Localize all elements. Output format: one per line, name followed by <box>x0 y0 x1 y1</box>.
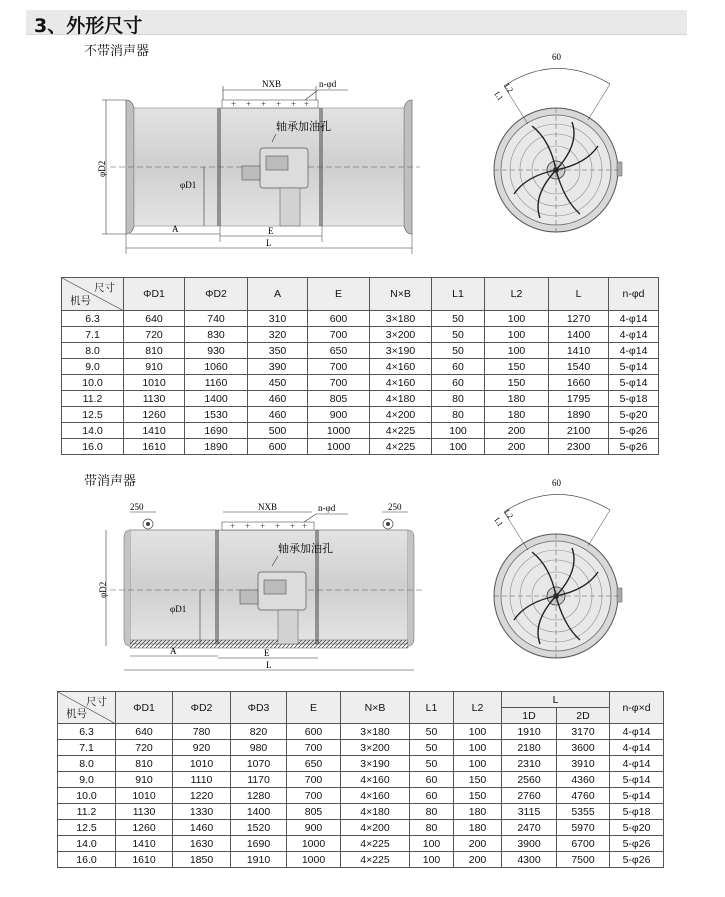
table-cell: 600 <box>308 311 370 327</box>
table-cell: 640 <box>124 311 185 327</box>
table-cell: 60 <box>410 772 454 788</box>
part2-col-header: ΦD2 <box>173 692 231 724</box>
table-cell: 720 <box>124 327 185 343</box>
model-cell: 10.0 <box>62 375 124 391</box>
table-cell: 600 <box>287 724 341 740</box>
part2-e-label: E <box>264 648 270 658</box>
part1-col-header: n-φd <box>609 278 659 311</box>
table-cell: 100 <box>432 439 485 455</box>
table-cell: 4-φ14 <box>610 724 664 740</box>
table-cell: 900 <box>308 407 370 423</box>
table-cell: 5-φ14 <box>610 772 664 788</box>
table-row <box>62 327 659 343</box>
svg-text:+: + <box>230 521 236 531</box>
model-cell: 14.0 <box>62 423 124 439</box>
part1-phi-d1-label: φD1 <box>180 180 197 190</box>
part1-front-view <box>480 48 640 248</box>
table-cell: 740 <box>185 311 248 327</box>
table-cell: 100 <box>485 311 549 327</box>
table-cell: 1160 <box>185 375 248 391</box>
table-cell: 150 <box>454 772 502 788</box>
table-cell: 1000 <box>308 423 370 439</box>
table-cell: 1260 <box>124 407 185 423</box>
table-cell: 60 <box>432 359 485 375</box>
table-row <box>62 311 659 327</box>
table-row <box>58 788 664 804</box>
table-cell: 810 <box>116 756 173 772</box>
table-cell: 5-φ18 <box>609 391 659 407</box>
table-cell: 3×200 <box>341 740 410 756</box>
part2-col-header: N×B <box>341 692 410 724</box>
table-cell: 460 <box>248 407 308 423</box>
part1-angle-label: 60 <box>552 52 561 62</box>
svg-text:+: + <box>291 99 297 109</box>
table-cell: 5970 <box>557 820 610 836</box>
table-cell: 180 <box>485 407 549 423</box>
part2-header-model: 机号 <box>66 708 87 720</box>
table-cell: 50 <box>410 740 454 756</box>
model-cell: 10.0 <box>58 788 116 804</box>
table-cell: 1010 <box>124 375 185 391</box>
table-cell: 50 <box>432 311 485 327</box>
table-cell: 600 <box>248 439 308 455</box>
table-row <box>58 740 664 756</box>
part1-n-phi-d-label: n-φd <box>319 79 337 89</box>
part2-header-diag <box>58 692 116 724</box>
part2-col-group-l: L <box>502 692 610 708</box>
table-cell: 2180 <box>502 740 557 756</box>
table-cell: 1010 <box>116 788 173 804</box>
table-cell: 3×190 <box>341 756 410 772</box>
table-row <box>62 359 659 375</box>
table-cell: 1610 <box>116 852 173 868</box>
table-cell: 1690 <box>231 836 287 852</box>
table-cell: 1060 <box>185 359 248 375</box>
table-cell: 700 <box>308 375 370 391</box>
table-cell: 4×160 <box>370 359 432 375</box>
table-cell: 1270 <box>549 311 609 327</box>
table-cell: 5-φ18 <box>610 804 664 820</box>
section-title: 3、外形尺寸 <box>34 15 143 37</box>
part1-col-header: ΦD2 <box>185 278 248 311</box>
table-row <box>58 852 664 868</box>
table-cell: 3170 <box>557 724 610 740</box>
part2-header-size: 尺寸 <box>86 696 107 708</box>
table-cell: 700 <box>287 740 341 756</box>
table-cell: 5-φ26 <box>609 423 659 439</box>
table-cell: 720 <box>116 740 173 756</box>
table-cell: 100 <box>485 327 549 343</box>
table-cell: 930 <box>185 343 248 359</box>
part2-phi-d2-label: φD2 <box>98 581 108 598</box>
table-cell: 1280 <box>231 788 287 804</box>
table-cell: 3×200 <box>370 327 432 343</box>
model-cell: 6.3 <box>58 724 116 740</box>
table-cell: 5-φ14 <box>609 375 659 391</box>
table-cell: 4-φ14 <box>609 311 659 327</box>
table-cell: 1795 <box>549 391 609 407</box>
part1-oil-hole-label: 轴承加油孔 <box>276 121 331 133</box>
table-cell: 1010 <box>173 756 231 772</box>
table-cell: 1110 <box>173 772 231 788</box>
table-cell: 1000 <box>308 439 370 455</box>
table-cell: 1000 <box>287 836 341 852</box>
table-cell: 4-φ14 <box>609 327 659 343</box>
table-cell: 80 <box>410 820 454 836</box>
part2-subtitle: 带消声器 <box>84 474 137 489</box>
table-row <box>58 724 664 740</box>
table-cell: 3600 <box>557 740 610 756</box>
table-cell: 700 <box>287 788 341 804</box>
table-cell: 5-φ14 <box>610 788 664 804</box>
table-cell: 3115 <box>502 804 557 820</box>
svg-text:+: + <box>260 521 266 531</box>
table-cell: 100 <box>454 740 502 756</box>
table-cell: 1890 <box>549 407 609 423</box>
part2-col-header: ΦD3 <box>231 692 287 724</box>
svg-text:+: + <box>276 99 282 109</box>
table-cell: 460 <box>248 391 308 407</box>
table-cell: 3×180 <box>370 311 432 327</box>
table-cell: 2470 <box>502 820 557 836</box>
table-cell: 1220 <box>173 788 231 804</box>
table-cell: 4×200 <box>370 407 432 423</box>
table-row <box>58 836 664 852</box>
table-cell: 60 <box>432 375 485 391</box>
model-cell: 16.0 <box>62 439 124 455</box>
table-row <box>58 756 664 772</box>
table-cell: 1260 <box>116 820 173 836</box>
table-row <box>62 375 659 391</box>
part1-nxb-label: NXB <box>262 79 282 89</box>
table-cell: 1400 <box>185 391 248 407</box>
svg-text:+: + <box>246 99 252 109</box>
table-cell: 1170 <box>231 772 287 788</box>
table-cell: 810 <box>124 343 185 359</box>
table-cell: 4×160 <box>341 788 410 804</box>
table-cell: 1400 <box>231 804 287 820</box>
table-cell: 1540 <box>549 359 609 375</box>
table-row <box>58 820 664 836</box>
part2-col-header: L2 <box>454 692 502 724</box>
part2-spec-table <box>57 691 664 868</box>
model-cell: 6.3 <box>62 311 124 327</box>
model-cell: 7.1 <box>62 327 124 343</box>
part1-col-header: A <box>248 278 308 311</box>
table-cell: 4×180 <box>341 804 410 820</box>
svg-text:+: + <box>290 521 296 531</box>
part2-angle-label: 60 <box>552 478 561 488</box>
table-cell: 5-φ26 <box>609 439 659 455</box>
table-cell: 320 <box>248 327 308 343</box>
part1-spec-table <box>61 277 659 455</box>
table-cell: 180 <box>485 391 549 407</box>
table-cell: 910 <box>124 359 185 375</box>
part2-nxb-label: NXB <box>258 502 278 512</box>
table-cell: 4×225 <box>370 423 432 439</box>
table-cell: 1630 <box>173 836 231 852</box>
table-cell: 980 <box>231 740 287 756</box>
table-cell: 2760 <box>502 788 557 804</box>
part1-col-header: L <box>549 278 609 311</box>
table-cell: 390 <box>248 359 308 375</box>
table-cell: 1910 <box>231 852 287 868</box>
table-cell: 830 <box>185 327 248 343</box>
part1-header-size: 尺寸 <box>94 282 115 294</box>
svg-text:+: + <box>302 521 308 531</box>
part2-l2-label: L2 <box>502 507 515 521</box>
table-cell: 780 <box>173 724 231 740</box>
table-row <box>58 804 664 820</box>
model-cell: 12.5 <box>62 407 124 423</box>
table-cell: 1130 <box>116 804 173 820</box>
table-row <box>62 407 659 423</box>
part1-col-header: N×B <box>370 278 432 311</box>
part1-col-header: E <box>308 278 370 311</box>
part2-col-header: L1 <box>410 692 454 724</box>
part2-oil-hole-label: 轴承加油孔 <box>278 543 333 555</box>
table-cell: 5-φ20 <box>610 820 664 836</box>
table-cell: 4300 <box>502 852 557 868</box>
table-cell: 1000 <box>287 852 341 868</box>
table-cell: 4×180 <box>370 391 432 407</box>
part2-l1-label: L1 <box>492 515 505 529</box>
table-cell: 1520 <box>231 820 287 836</box>
table-row <box>62 343 659 359</box>
part2-phi-d1-label: φD1 <box>170 604 187 614</box>
part1-l1-label: L1 <box>492 89 505 103</box>
table-cell: 1910 <box>502 724 557 740</box>
table-cell: 60 <box>410 788 454 804</box>
part2-a-label: A <box>170 646 177 656</box>
table-cell: 80 <box>432 407 485 423</box>
table-cell: 1410 <box>116 836 173 852</box>
table-cell: 1330 <box>173 804 231 820</box>
table-cell: 4×160 <box>341 772 410 788</box>
table-cell: 100 <box>410 852 454 868</box>
table-cell: 200 <box>485 439 549 455</box>
svg-text:+: + <box>261 99 267 109</box>
table-cell: 2310 <box>502 756 557 772</box>
svg-text:+: + <box>275 521 281 531</box>
table-cell: 180 <box>454 804 502 820</box>
table-cell: 1530 <box>185 407 248 423</box>
table-cell: 1690 <box>185 423 248 439</box>
model-cell: 7.1 <box>58 740 116 756</box>
model-cell: 14.0 <box>58 836 116 852</box>
table-cell: 100 <box>432 423 485 439</box>
table-cell: 200 <box>454 852 502 868</box>
table-cell: 700 <box>308 359 370 375</box>
part1-l-label: L <box>266 238 272 248</box>
table-cell: 2300 <box>549 439 609 455</box>
part2-col-subheader: 2D <box>557 708 610 724</box>
svg-text:+: + <box>231 99 237 109</box>
part2-col-header: E <box>287 692 341 724</box>
model-cell: 11.2 <box>58 804 116 820</box>
table-cell: 150 <box>485 359 549 375</box>
part2-250-right-label: 250 <box>388 502 402 512</box>
table-cell: 4-φ14 <box>610 756 664 772</box>
part2-col-subheader: 1D <box>502 708 557 724</box>
table-cell: 805 <box>308 391 370 407</box>
table-cell: 3×180 <box>341 724 410 740</box>
table-cell: 4×160 <box>370 375 432 391</box>
table-cell: 50 <box>410 724 454 740</box>
table-cell: 1130 <box>124 391 185 407</box>
part1-subtitle: 不带消声器 <box>84 44 150 59</box>
table-cell: 5-φ26 <box>610 852 664 868</box>
table-cell: 80 <box>432 391 485 407</box>
table-cell: 7500 <box>557 852 610 868</box>
table-cell: 4760 <box>557 788 610 804</box>
svg-text:+: + <box>304 99 310 109</box>
table-cell: 5-φ20 <box>609 407 659 423</box>
part2-250-left-label: 250 <box>130 502 144 512</box>
table-cell: 310 <box>248 311 308 327</box>
part2-col-header: ΦD1 <box>116 692 173 724</box>
table-cell: 450 <box>248 375 308 391</box>
table-cell: 3×190 <box>370 343 432 359</box>
part2-front-view <box>480 474 640 674</box>
table-cell: 4×225 <box>341 836 410 852</box>
table-cell: 4×225 <box>341 852 410 868</box>
model-cell: 8.0 <box>58 756 116 772</box>
part1-col-header: L2 <box>485 278 549 311</box>
model-cell: 11.2 <box>62 391 124 407</box>
part2-side-view <box>90 500 430 680</box>
table-cell: 1460 <box>173 820 231 836</box>
table-cell: 1070 <box>231 756 287 772</box>
model-cell: 12.5 <box>58 820 116 836</box>
model-cell: 8.0 <box>62 343 124 359</box>
table-cell: 4360 <box>557 772 610 788</box>
table-row <box>62 439 659 455</box>
table-cell: 200 <box>485 423 549 439</box>
table-cell: 80 <box>410 804 454 820</box>
part2-l-label: L <box>266 660 272 670</box>
table-cell: 3910 <box>557 756 610 772</box>
table-cell: 1410 <box>124 423 185 439</box>
table-cell: 150 <box>454 788 502 804</box>
part2-col-header: n-φ×d <box>610 692 664 724</box>
model-cell: 9.0 <box>58 772 116 788</box>
table-cell: 500 <box>248 423 308 439</box>
table-cell: 700 <box>308 327 370 343</box>
table-cell: 2100 <box>549 423 609 439</box>
table-cell: 180 <box>454 820 502 836</box>
table-cell: 6700 <box>557 836 610 852</box>
table-cell: 910 <box>116 772 173 788</box>
svg-text:+: + <box>245 521 251 531</box>
table-cell: 4-φ14 <box>609 343 659 359</box>
table-cell: 200 <box>454 836 502 852</box>
part1-header-diag <box>62 278 124 311</box>
table-cell: 650 <box>287 756 341 772</box>
table-cell: 640 <box>116 724 173 740</box>
table-row <box>62 391 659 407</box>
table-cell: 700 <box>287 772 341 788</box>
part1-side-view <box>90 76 430 266</box>
table-cell: 1850 <box>173 852 231 868</box>
part1-phi-d2-label: φD2 <box>97 160 107 177</box>
model-cell: 16.0 <box>58 852 116 868</box>
table-cell: 1890 <box>185 439 248 455</box>
table-cell: 4×200 <box>341 820 410 836</box>
table-cell: 1610 <box>124 439 185 455</box>
model-cell: 9.0 <box>62 359 124 375</box>
part1-l2-label: L2 <box>502 81 515 95</box>
table-cell: 50 <box>432 327 485 343</box>
table-cell: 50 <box>410 756 454 772</box>
part1-col-header: L1 <box>432 278 485 311</box>
part1-e-label: E <box>268 226 274 236</box>
table-cell: 150 <box>485 375 549 391</box>
part1-col-header: ΦD1 <box>124 278 185 311</box>
table-cell: 805 <box>287 804 341 820</box>
table-cell: 5-φ26 <box>610 836 664 852</box>
table-cell: 100 <box>410 836 454 852</box>
table-cell: 50 <box>432 343 485 359</box>
section-header <box>26 10 687 35</box>
table-cell: 650 <box>308 343 370 359</box>
table-cell: 1400 <box>549 327 609 343</box>
table-cell: 1660 <box>549 375 609 391</box>
part1-header-model: 机号 <box>70 295 91 307</box>
table-cell: 5-φ14 <box>609 359 659 375</box>
table-cell: 5355 <box>557 804 610 820</box>
table-cell: 900 <box>287 820 341 836</box>
part1-a-label: A <box>172 224 179 234</box>
part2-n-phi-d-label: n-φd <box>318 503 336 513</box>
table-cell: 920 <box>173 740 231 756</box>
table-cell: 100 <box>454 756 502 772</box>
table-cell: 820 <box>231 724 287 740</box>
table-cell: 100 <box>454 724 502 740</box>
table-cell: 1410 <box>549 343 609 359</box>
table-row <box>58 772 664 788</box>
table-cell: 2560 <box>502 772 557 788</box>
table-cell: 100 <box>485 343 549 359</box>
table-row <box>62 423 659 439</box>
table-cell: 4×225 <box>370 439 432 455</box>
table-cell: 350 <box>248 343 308 359</box>
table-cell: 3900 <box>502 836 557 852</box>
table-cell: 4-φ14 <box>610 740 664 756</box>
